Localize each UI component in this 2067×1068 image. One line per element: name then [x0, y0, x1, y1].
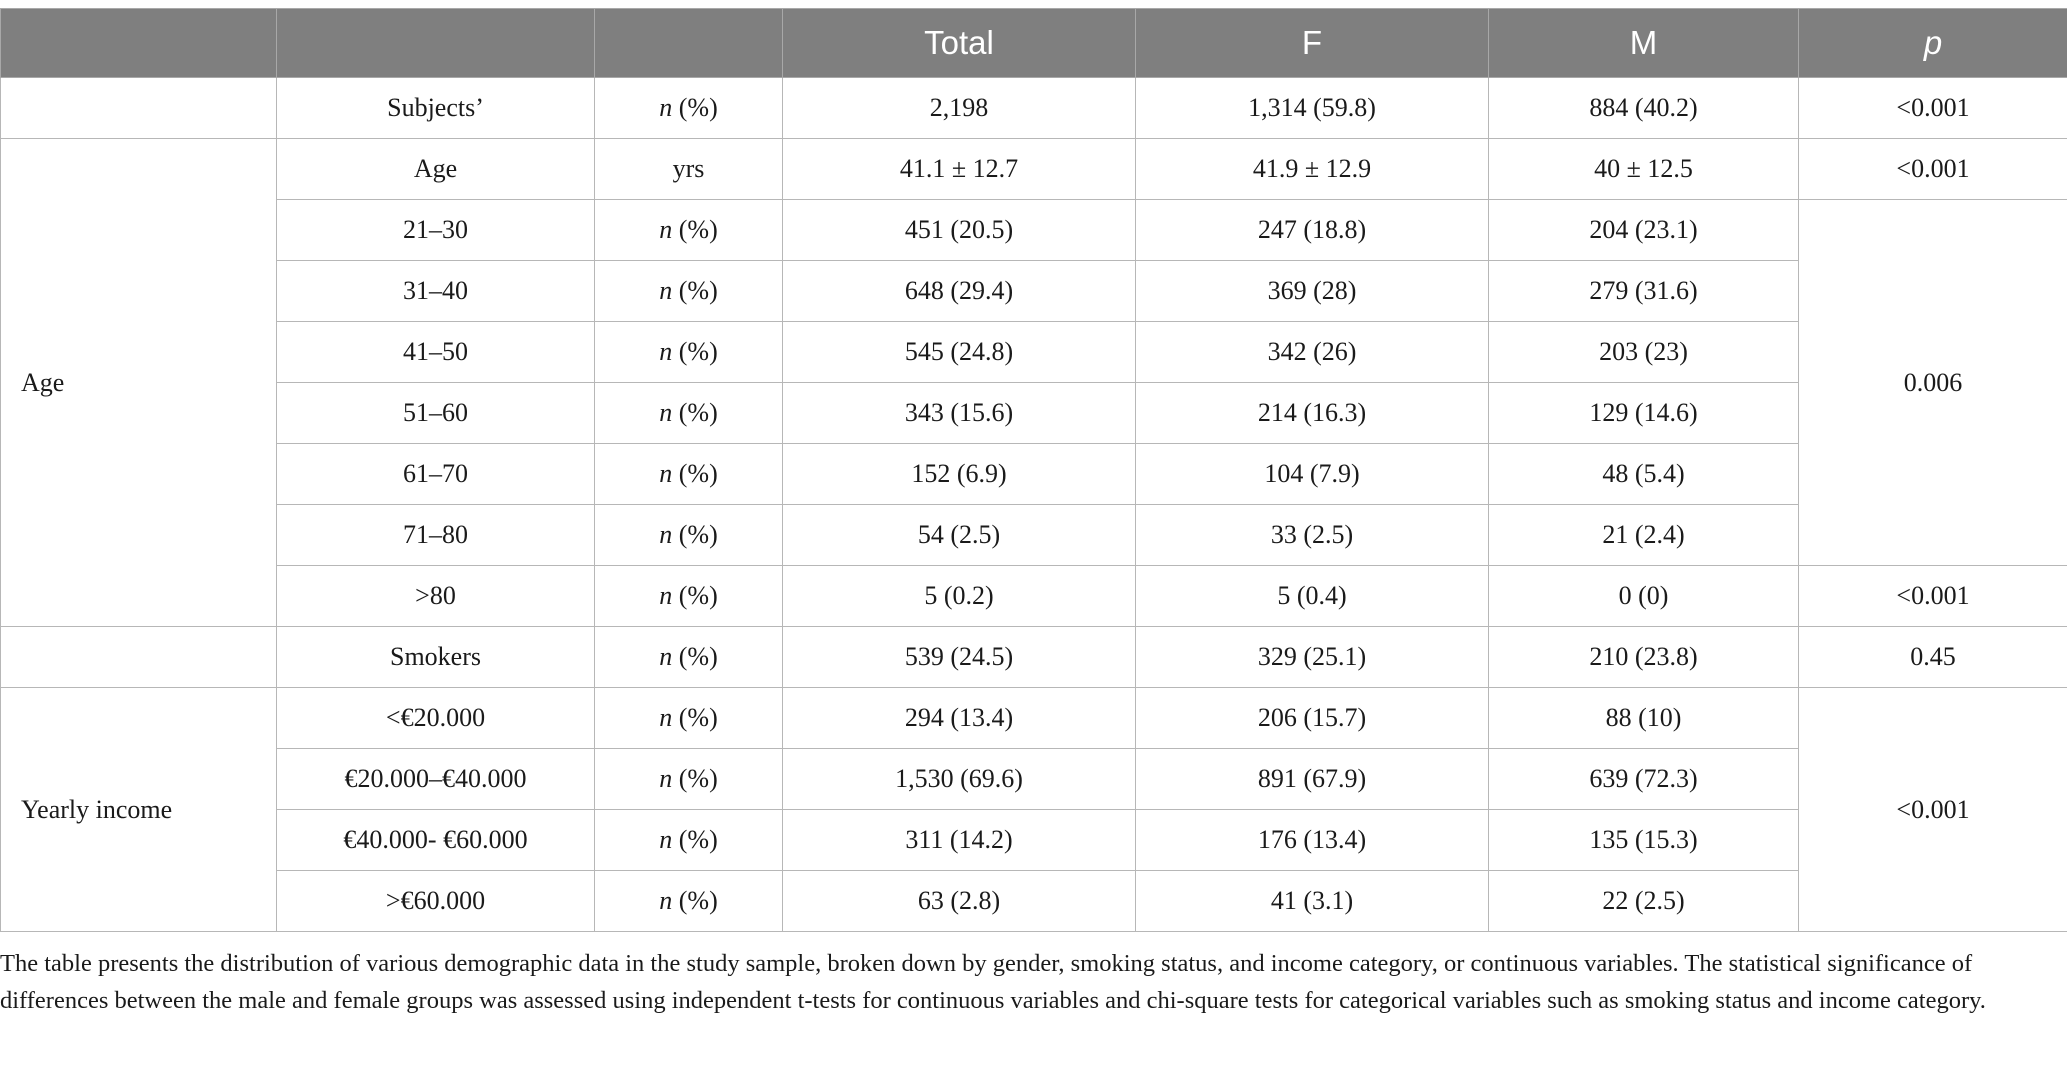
male-cell: 210 (23.8)	[1489, 627, 1799, 688]
group-cell-income: Yearly income	[1, 688, 277, 932]
male-cell: 639 (72.3)	[1489, 749, 1799, 810]
variable-cell: 61–70	[277, 444, 595, 505]
table-row	[1, 139, 2067, 200]
female-cell: 1,314 (59.8)	[1136, 78, 1489, 139]
table-row	[1, 566, 2067, 627]
header-male: M	[1489, 9, 1799, 78]
header-unit	[595, 9, 783, 78]
table-row	[1, 322, 2067, 383]
table-row	[1, 688, 2067, 749]
header-female: F	[1136, 9, 1489, 78]
variable-cell: 71–80	[277, 505, 595, 566]
header-variable	[277, 9, 595, 78]
total-cell: 648 (29.4)	[783, 261, 1136, 322]
variable-cell: Subjects’	[277, 78, 595, 139]
male-cell: 0 (0)	[1489, 566, 1799, 627]
group-cell	[1, 78, 277, 139]
header-p-value: p	[1799, 9, 2067, 78]
p-value-cell-income: <0.001	[1799, 688, 2067, 932]
unit-cell: n (%)	[595, 78, 783, 139]
female-cell: 206 (15.7)	[1136, 688, 1489, 749]
male-cell: 129 (14.6)	[1489, 383, 1799, 444]
unit-cell: n (%)	[595, 749, 783, 810]
p-value-cell: 0.45	[1799, 627, 2067, 688]
variable-cell: Age	[277, 139, 595, 200]
variable-cell: >€60.000	[277, 871, 595, 932]
variable-cell: 21–30	[277, 200, 595, 261]
variable-cell: Smokers	[277, 627, 595, 688]
table-row	[1, 383, 2067, 444]
group-cell-age: Age	[1, 139, 277, 627]
variable-cell: <€20.000	[277, 688, 595, 749]
unit-cell: n (%)	[595, 444, 783, 505]
variable-cell: €20.000–€40.000	[277, 749, 595, 810]
unit-cell: n (%)	[595, 627, 783, 688]
total-cell: 311 (14.2)	[783, 810, 1136, 871]
total-cell: 1,530 (69.6)	[783, 749, 1136, 810]
table-row	[1, 871, 2067, 932]
header-row	[1, 9, 2067, 78]
p-value-cell: <0.001	[1799, 566, 2067, 627]
table-row	[1, 749, 2067, 810]
female-cell: 33 (2.5)	[1136, 505, 1489, 566]
female-cell: 176 (13.4)	[1136, 810, 1489, 871]
male-cell: 88 (10)	[1489, 688, 1799, 749]
header-group	[1, 9, 277, 78]
total-cell: 294 (13.4)	[783, 688, 1136, 749]
p-value-cell: <0.001	[1799, 78, 2067, 139]
header-total: Total	[783, 9, 1136, 78]
unit-cell: n (%)	[595, 688, 783, 749]
unit-cell: yrs	[595, 139, 783, 200]
demographics-table	[0, 8, 2067, 932]
table-row	[1, 810, 2067, 871]
p-value-cell: <0.001	[1799, 139, 2067, 200]
total-cell: 2,198	[783, 78, 1136, 139]
demographics-table-container	[0, 8, 2067, 932]
male-cell: 204 (23.1)	[1489, 200, 1799, 261]
male-cell: 279 (31.6)	[1489, 261, 1799, 322]
male-cell: 22 (2.5)	[1489, 871, 1799, 932]
variable-cell: 31–40	[277, 261, 595, 322]
total-cell: 343 (15.6)	[783, 383, 1136, 444]
male-cell: 203 (23)	[1489, 322, 1799, 383]
female-cell: 247 (18.8)	[1136, 200, 1489, 261]
female-cell: 369 (28)	[1136, 261, 1489, 322]
male-cell: 884 (40.2)	[1489, 78, 1799, 139]
female-cell: 329 (25.1)	[1136, 627, 1489, 688]
unit-cell: n (%)	[595, 810, 783, 871]
group-cell	[1, 627, 277, 688]
male-cell: 135 (15.3)	[1489, 810, 1799, 871]
total-cell: 152 (6.9)	[783, 444, 1136, 505]
female-cell: 891 (67.9)	[1136, 749, 1489, 810]
female-cell: 104 (7.9)	[1136, 444, 1489, 505]
variable-cell: >80	[277, 566, 595, 627]
p-value-cell-age-bands: 0.006	[1799, 200, 2067, 566]
unit-cell: n (%)	[595, 566, 783, 627]
unit-cell: n (%)	[595, 871, 783, 932]
total-cell: 451 (20.5)	[783, 200, 1136, 261]
total-cell: 54 (2.5)	[783, 505, 1136, 566]
total-cell: 545 (24.8)	[783, 322, 1136, 383]
unit-cell: n (%)	[595, 383, 783, 444]
variable-cell: €40.000- €60.000	[277, 810, 595, 871]
unit-cell: n (%)	[595, 505, 783, 566]
table-row	[1, 505, 2067, 566]
female-cell: 5 (0.4)	[1136, 566, 1489, 627]
unit-cell: n (%)	[595, 261, 783, 322]
table-footnote: The table presents the distribution of various demographic data in the study sample, broken down by gender, smoking status, and income category, or continuous variables. The statistical significance of differences between the male and female groups was assessed using independent t-tests for continuous variables and chi-square tests for categorical variables such as smoking status and income category.	[0, 950, 1986, 1014]
male-cell: 40 ± 12.5	[1489, 139, 1799, 200]
unit-cell: n (%)	[595, 322, 783, 383]
table-row	[1, 200, 2067, 261]
total-cell: 41.1 ± 12.7	[783, 139, 1136, 200]
total-cell: 63 (2.8)	[783, 871, 1136, 932]
table-row	[1, 627, 2067, 688]
female-cell: 41.9 ± 12.9	[1136, 139, 1489, 200]
variable-cell: 41–50	[277, 322, 595, 383]
female-cell: 342 (26)	[1136, 322, 1489, 383]
total-cell: 5 (0.2)	[783, 566, 1136, 627]
unit-cell: n (%)	[595, 200, 783, 261]
table-row	[1, 261, 2067, 322]
female-cell: 214 (16.3)	[1136, 383, 1489, 444]
male-cell: 21 (2.4)	[1489, 505, 1799, 566]
male-cell: 48 (5.4)	[1489, 444, 1799, 505]
variable-cell: 51–60	[277, 383, 595, 444]
table-row	[1, 78, 2067, 139]
table-row	[1, 444, 2067, 505]
female-cell: 41 (3.1)	[1136, 871, 1489, 932]
total-cell: 539 (24.5)	[783, 627, 1136, 688]
